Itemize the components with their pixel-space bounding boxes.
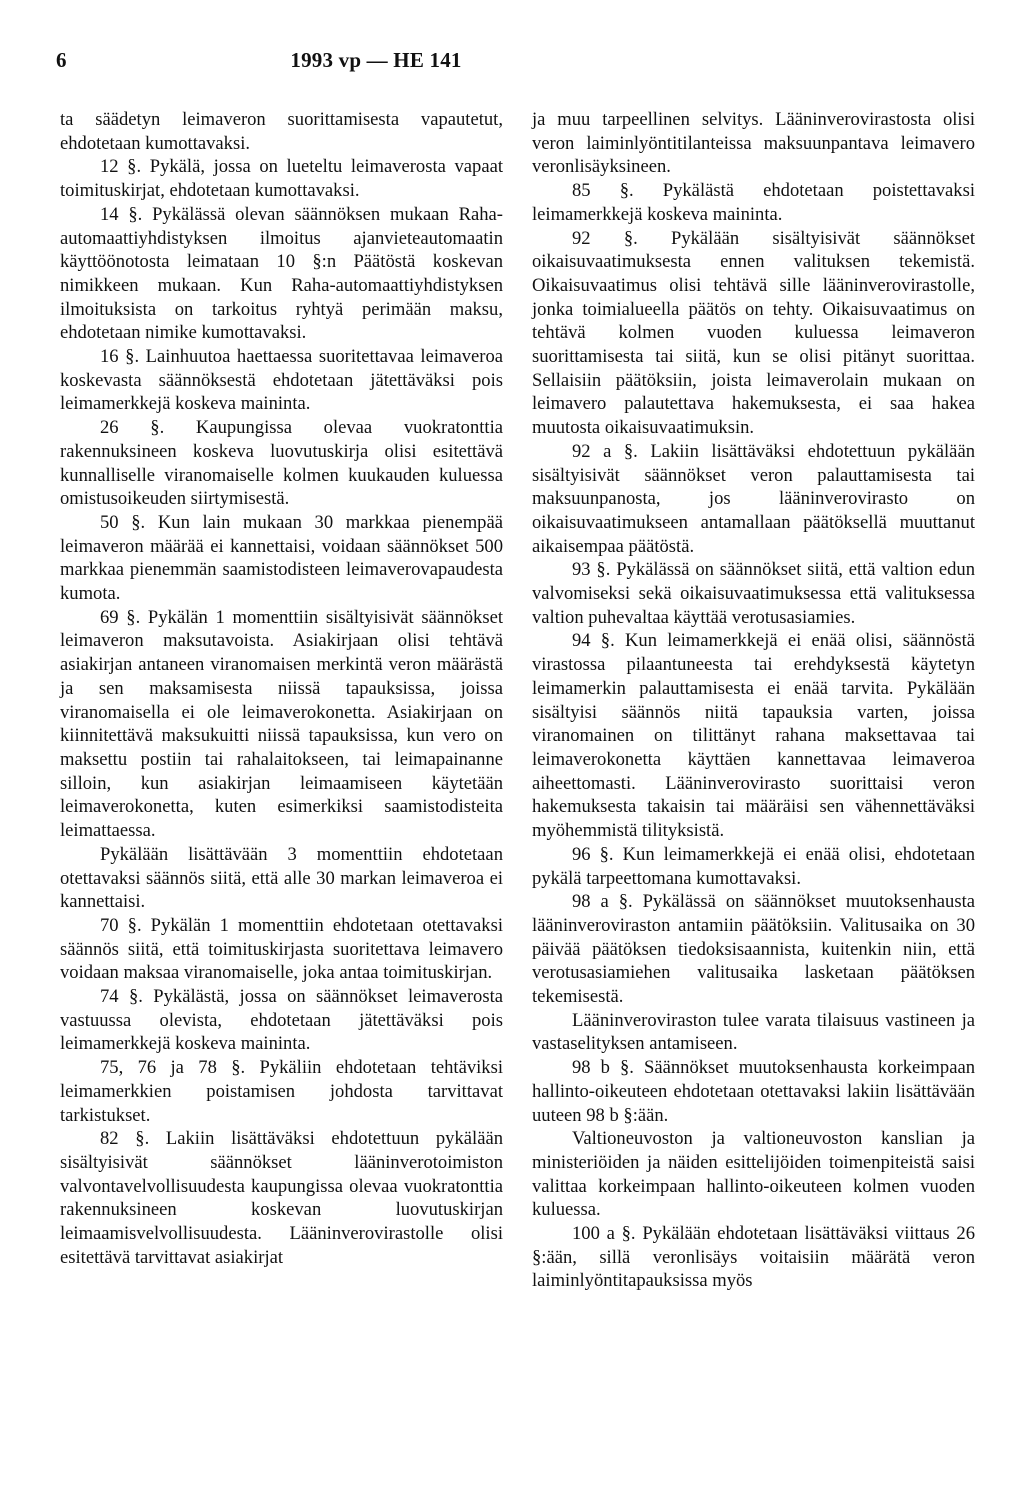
paragraph: 75, 76 ja 78 §. Pykäliin ehdotetaan tehtäviksi leimamerkkien poistamisen johdosta tarvittavat tarkistukset. — [60, 1057, 503, 1126]
paragraph: 69 §. Pykälän 1 momenttiin sisältyisivät säännökset leimaveron maksutavoista. Asiakirjaan olisi tehtävä asiakirjan antaneen viranomaisen merkintä veron määrästä ja sen maksamisesta niissä tapauksissa, joissa viranomaisella ei ole leimaverokonetta. Asiakirjaan on kiinnitettävä maksukuitti niissä tapauksissa, kun vero on maksettu postiin tai rahalaitokseen, tai leimapainanne silloin, kun asiakirjan leimaamiseen käytetään leimaverokonetta, kuten esimerkiksi saamistodisteita leimattaessa. — [60, 606, 503, 842]
paragraph: 92 a §. Lakiin lisättäväksi ehdotettuun pykälään sisältyisivät säännökset veron palauttamisesta tai maksuunpanosta, jos lääninverovirasto on oikaisuvaatimukseen antamallaan päätöksellä muuttanut aikaisempaa päätöstä. — [532, 440, 975, 557]
paragraph: 98 b §. Säännökset muutoksenhausta korkeimpaan hallinto-oikeuteen ehdotetaan otettavaksi lakiin lisättävään uuteen 98 b §:ään. — [532, 1057, 975, 1126]
paragraph: 82 §. Lakiin lisättäväksi ehdotettuun pykälään sisältyisivät säännökset lääninverotoimiston valvontavelvollisuudesta kaupungissa olevaa vuokratonttia rakennuksineen koskevan luovutuskirjan leimaamisvelvollisuudesta. Lääninverovirastolle olisi esitettävä tarvittavat asiakirjat — [60, 1128, 503, 1268]
paragraph: 85 §. Pykälästä ehdotetaan poistettavaksi leimamerkkejä koskeva maininta. — [532, 180, 975, 225]
paragraph: 26 §. Kaupungissa olevaa vuokratonttia rakennuksineen koskeva luovutuskirja olisi esitettävä kunnalliselle viranomaiselle kolmen kuukauden kuluessa omistusoikeuden siirtymisestä. — [60, 417, 503, 510]
paragraph: Valtioneuvoston ja valtioneuvoston kanslian ja ministeriöiden ja näiden esittelijöiden toimenpiteistä saisi valittaa korkeimpaan hallinto-oikeuteen kolmen vuoden kuluessa. — [532, 1128, 975, 1221]
paragraph: ta säädetyn leimaveron suorittamisesta vapautetut, ehdotetaan kumottavaksi. — [60, 109, 503, 154]
paragraph: 74 §. Pykälästä, jossa on säännökset leimaverosta vastuussa olevista, ehdotetaan jätettäväksi pois leimamerkkejä koskeva maininta. — [60, 986, 503, 1055]
left-text-column — [60, 108, 503, 1269]
page-header — [56, 48, 986, 78]
paragraph: Lääninveroviraston tulee varata tilaisuus vastineen ja vastaselityksen antamiseen. — [532, 1009, 975, 1055]
paragraph: 100 a §. Pykälään ehdotetaan lisättäväksi viittaus 26 §:ään, sillä veronlisäys voitaisiin määrätä veron laiminlyöntitapauksissa myös — [532, 1223, 975, 1292]
paragraph: 16 §. Lainhuutoa haettaessa suoritettavaa leimaveroa koskevasta säännöksestä ehdotetaan jätettäväksi pois leimamerkkejä koskeva maininta. — [60, 346, 503, 415]
paragraph: 93 §. Pykälässä on säännökset siitä, että valtion edun valvomiseksi sekä oikaisuvaatimuksessa että valituksessa valtion puhevaltaa käyttää verotusasiamies. — [532, 559, 975, 628]
paragraph: 96 §. Kun leimamerkkejä ei enää olisi, ehdotetaan pykälä tarpeettomana kumottavaksi. — [532, 843, 975, 889]
paragraph: Pykälään lisättävään 3 momenttiin ehdotetaan otettavaksi säännös siitä, että alle 30 markan leimaveroa ei kannettaisi. — [60, 843, 503, 913]
paragraph: 50 §. Kun lain mukaan 30 markkaa pienempää leimaveron määrää ei kannettaisi, voidaan säännökset 500 markkaa pienemmän saamistodisteen leimaverovapaudesta kumota. — [60, 511, 503, 605]
paragraph: 94 §. Kun leimamerkkejä ei enää olisi, säännöstä virastossa pilaantuneesta tai erehdyksestä käytetyn leimamerkin palauttamisesta ei enää tarvita. Pykälään sisältyisi säännös niitä tapauksia varten, joissa viranomainen on tilittänyt rahana maksettavaa tai leimaverokonetta käyttäen kannettavaa leimaveroa aiheettomasti. Lääninverovirasto suorittaisi veron hakemuksesta takaisin tai määräisi sen vähennettäväksi myöhemmistä tilityksistä. — [532, 630, 975, 842]
paragraph: 92 §. Pykälään sisältyisivät säännökset oikaisuvaatimuksesta ennen valituksen tekemistä. Oikaisuvaatimus olisi tehtävä sille lääninverovirastolle, jonka toimialueella päätös on tehty. Oikaisuvaatimus on tehtävä kolmen vuoden kuluessa leimaveron suorittamisesta tai siitä, kun se olisi pitänyt suorittaa. Sellaisiin päätöksiin, joista leimaverolain mukaan on leimavero palautettava hakemuksesta, ei saa hakea muutosta oikaisuvaatimuksin. — [532, 227, 975, 439]
right-text-column — [532, 108, 975, 1293]
running-head: 1993 vp — HE 141 — [290, 48, 462, 72]
page-number: 6 — [56, 48, 67, 72]
paragraph: 70 §. Pykälän 1 momenttiin ehdotetaan otettavaksi säännös siitä, että toimituskirjasta suoritettava leimavero voidaan maksaa viranomaiselle, joka antaa toimituskirjan. — [60, 914, 503, 984]
paragraph: 98 a §. Pykälässä on säännökset muutoksenhausta lääninveroviraston antamiin päätöksiin. Valitusaika on 30 päivää päätöksen tiedoksisaannista, kuitenkin niin, että verotusasiamiehen valitusaika lasketaan päätöksen tekemisestä. — [532, 891, 975, 1008]
paragraph: ja muu tarpeellinen selvitys. Lääninverovirastosta olisi veron laiminlyöntitilanteissa maksuunpantava leimavero veronlisäyksineen. — [532, 109, 975, 178]
paragraph: 14 §. Pykälässä olevan säännöksen mukaan Raha-automaattiyhdistyksen ilmoitus ajanvieteautomaatin käyttöönotosta leimataan 10 §:n Päätöstä koskevan nimikkeen mukaan. Kun Raha-automaattiyhdistyksen ilmoituksista on tarkoitus ryhtyä perimään maksu, ehdotetaan nimike kumottavaksi. — [60, 203, 503, 344]
paragraph: 12 §. Pykälä, jossa on lueteltu leimaverosta vapaat toimituskirjat, ehdotetaan kumottavaksi. — [60, 156, 503, 202]
